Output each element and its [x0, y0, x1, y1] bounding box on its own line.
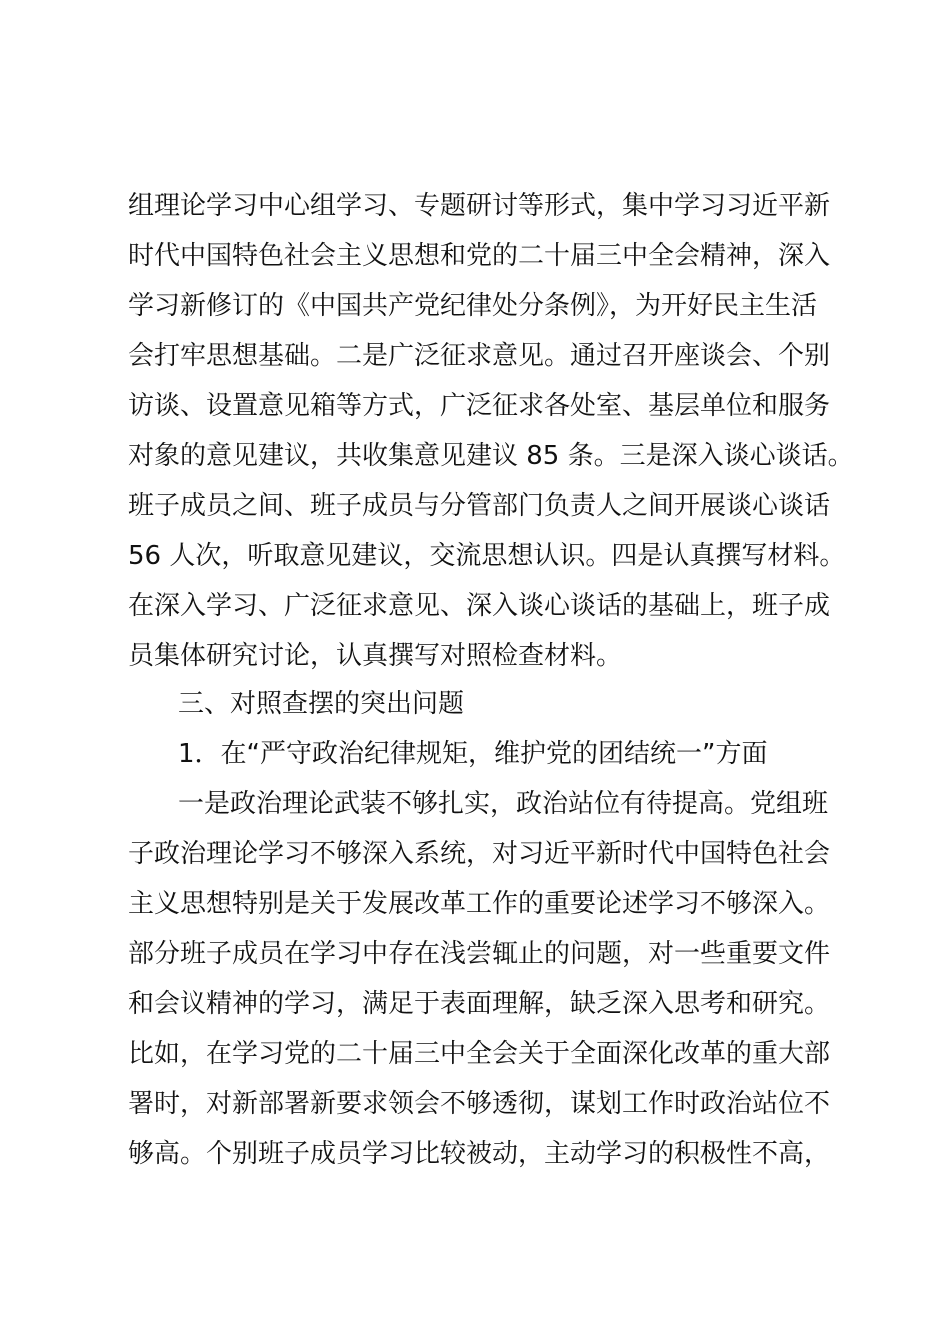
body-text-line: 班子成员之间、班子成员与分管部门负责人之间开展谈心谈话 — [128, 491, 831, 521]
body-text-line: 在深入学习、广泛征求意见、深入谈心谈话的基础上，班子成 — [128, 591, 831, 621]
subsection-heading: 1．在“严守政治纪律规矩，维护党的团结统一”方面 — [178, 739, 768, 769]
body-text-line: 时代中国特色社会主义思想和党的二十届三中全会精神，深入 — [128, 241, 831, 271]
body-text-line: 子政治理论学习不够深入系统，对习近平新时代中国特色社会 — [128, 839, 831, 869]
paragraph-first-line: 一是政治理论武装不够扎实，政治站位有待提高。党组班 — [178, 789, 829, 819]
body-text-line: 会打牢思想基础。二是广泛征求意见。通过召开座谈会、个别 — [128, 341, 831, 371]
body-text-line: 对象的意见建议，共收集意见建议 85 条。三是深入谈心谈话。 — [128, 441, 854, 471]
body-text-line: 够高。个别班子成员学习比较被动，主动学习的积极性不高， — [128, 1139, 831, 1169]
body-text-line: 和会议精神的学习，满足于表面理解，缺乏深入思考和研究。 — [128, 989, 831, 1019]
section-heading: 三、对照查摆的突出问题 — [178, 689, 465, 719]
body-text-line: 学习新修订的《中国共产党纪律处分条例》，为开好民主生活 — [128, 291, 818, 321]
body-text-line: 员集体研究讨论，认真撰写对照检查材料。 — [128, 641, 623, 671]
body-text-line: 署时，对新部署新要求领会不够透彻，谋划工作时政治站位不 — [128, 1089, 831, 1119]
body-text-line: 主义思想特别是关于发展改革工作的重要论述学习不够深入。 — [128, 889, 831, 919]
body-text-line: 56 人次，听取意见建议，交流思想认识。四是认真撰写材料。 — [128, 541, 846, 571]
body-text-line: 访谈、设置意见箱等方式，广泛征求各处室、基层单位和服务 — [128, 391, 831, 421]
body-text-line: 部分班子成员在学习中存在浅尝辄止的问题，对一些重要文件 — [128, 939, 831, 969]
body-text-line: 组理论学习中心组学习、专题研讨等形式，集中学习习近平新 — [128, 191, 831, 221]
body-text-line: 比如，在学习党的二十届三中全会关于全面深化改革的重大部 — [128, 1039, 831, 1069]
